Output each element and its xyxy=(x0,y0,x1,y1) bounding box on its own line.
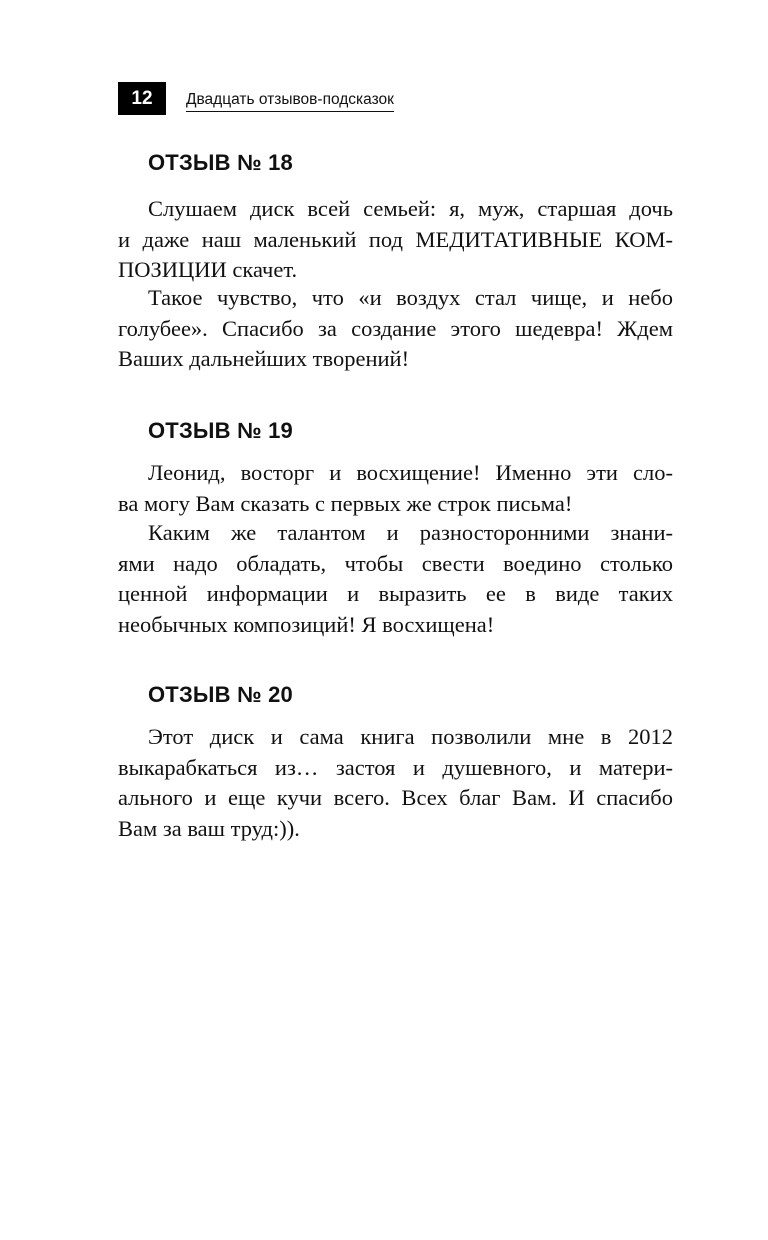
text-line: Вам за ваш труд:)). xyxy=(118,815,300,841)
review-18-title: ОТЗЫВ № 18 xyxy=(148,150,293,175)
review-19-paragraph-1 xyxy=(118,458,673,519)
page-number: 12 xyxy=(118,82,166,115)
review-19-title: ОТЗЫВ № 19 xyxy=(148,418,293,443)
text-line: ПОЗИЦИИ скачет. xyxy=(118,257,298,282)
text-line: ва могу Вам сказать с первых же строк письма! xyxy=(118,490,573,516)
review-20-title: ОТЗЫВ № 20 xyxy=(148,682,293,707)
review-20-paragraph-1 xyxy=(118,722,673,844)
text-line: голубее». Спасибо за создание этого шедевра! Ждем xyxy=(118,315,673,341)
text-line: Слушаем диск всей семьей: я, муж, старшая дочь xyxy=(148,196,673,221)
text-line: Леонид, восторг и восхищение! Именно эти сло- xyxy=(148,460,673,485)
text-line: выкарабкаться из… застоя и душевного, и матери- xyxy=(118,754,673,780)
text-line: и даже наш маленький под МЕДИТАТИВНЫЕ КОМ- xyxy=(118,226,673,252)
running-title: Двадцать отзывов-подсказок xyxy=(186,90,394,112)
text-line: Каким же талантом и разносторонними знани- xyxy=(148,520,673,545)
page-header xyxy=(118,82,428,116)
review-19-paragraph-2 xyxy=(118,518,673,640)
text-line: ценной информации и выразить ее в виде таких xyxy=(118,581,673,606)
review-18-paragraph-2 xyxy=(118,283,673,375)
text-line: ального и еще кучи всего. Всех благ Вам. И спасибо xyxy=(118,785,673,810)
review-18-paragraph-1 xyxy=(118,194,673,286)
text-line: Этот диск и сама книга позволили мне в 2012 xyxy=(148,724,673,749)
text-line: Такое чувство, что «и воздух стал чище, и небо xyxy=(148,285,673,310)
text-line: ями надо обладать, чтобы свести воедино столько xyxy=(118,550,673,576)
text-line: Ваших дальнейших творений! xyxy=(118,346,410,371)
text-line: необычных композиций! Я восхищена! xyxy=(118,611,495,637)
